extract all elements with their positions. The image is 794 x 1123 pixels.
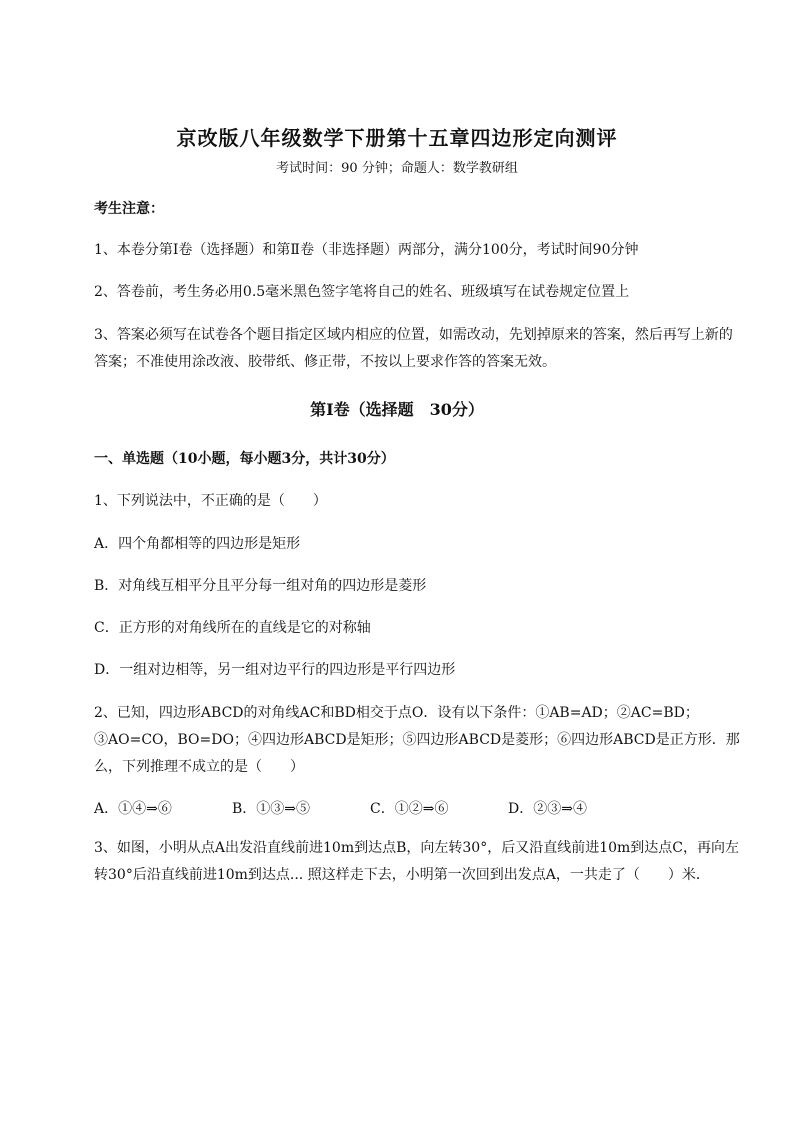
question-2-option-c: C．①②⇒⑥ (370, 801, 449, 817)
question-1-option-c: C．正方形的对角线所在的直线是它的对称轴 (94, 620, 371, 636)
question-1-stem: 1、下列说法中，不正确的是（ ） (94, 493, 327, 509)
question-2-stem: 2、已知，四边形ABCD的对角线AC和BD相交于点O．设有以下条件：①AB=AD；②AC=BD；③AO=CO，BO=DO；④四边形ABCD是矩形；⑤四边形ABCD是菱形；⑥四边形ABCD是正方形．那么，下列推理不成立的是（ ） (94, 705, 740, 775)
exam-title: 京改版八年级数学下册第十五章四边形定向测评 (176, 126, 618, 150)
section-title: 第Ⅰ卷（选择题 30分） (310, 400, 484, 419)
question-1-option-d: D．一组对边相等，另一组对边平行的四边形是平行四边形 (94, 662, 456, 678)
exam-subtitle: 考试时间：90 分钟；命题人：数学教研组 (276, 161, 518, 176)
notice-item-2: 2、答卷前，考生务必用0.5毫米黑色签字笔将自己的姓名、班级填写在试卷规定位置上 (94, 284, 630, 300)
part-heading: 一、单选题（10小题，每小题3分，共计30分） (94, 451, 395, 467)
question-2-option-b: B．①③⇒⑤ (232, 801, 311, 817)
question-3-stem: 3、如图，小明从点A出发沿直线前进10m到达点B，向左转30°，后又沿直线前进10m到达点C，再向左转30°后沿直线前进10m到达点... 照这样走下去，小明第一次回到出发点A，一共走了（ ）米． (94, 840, 740, 883)
question-1-option-b: B．对角线互相平分且平分每一组对角的四边形是菱形 (94, 578, 427, 594)
question-2-option-d: D．②③⇒④ (508, 801, 587, 817)
question-2-option-a: A．①④⇒⑥ (94, 801, 172, 817)
notice-item-3: 3、答案必须写在试卷各个题目指定区域内相应的位置，如需改动，先划掉原来的答案，然后再写上新的答案；不准使用涂改液、胶带纸、修正带，不按以上要求作答的答案无效。 (94, 327, 733, 370)
question-2-options (94, 796, 744, 823)
notice-heading: 考生注意： (94, 201, 164, 217)
notice-item-1: 1、本卷分第Ⅰ卷（选择题）和第Ⅱ卷（非选择题）两部分，满分100分，考试时间90分钟 (94, 242, 639, 258)
question-1-option-a: A．四个角都相等的四边形是矩形 (94, 536, 301, 552)
